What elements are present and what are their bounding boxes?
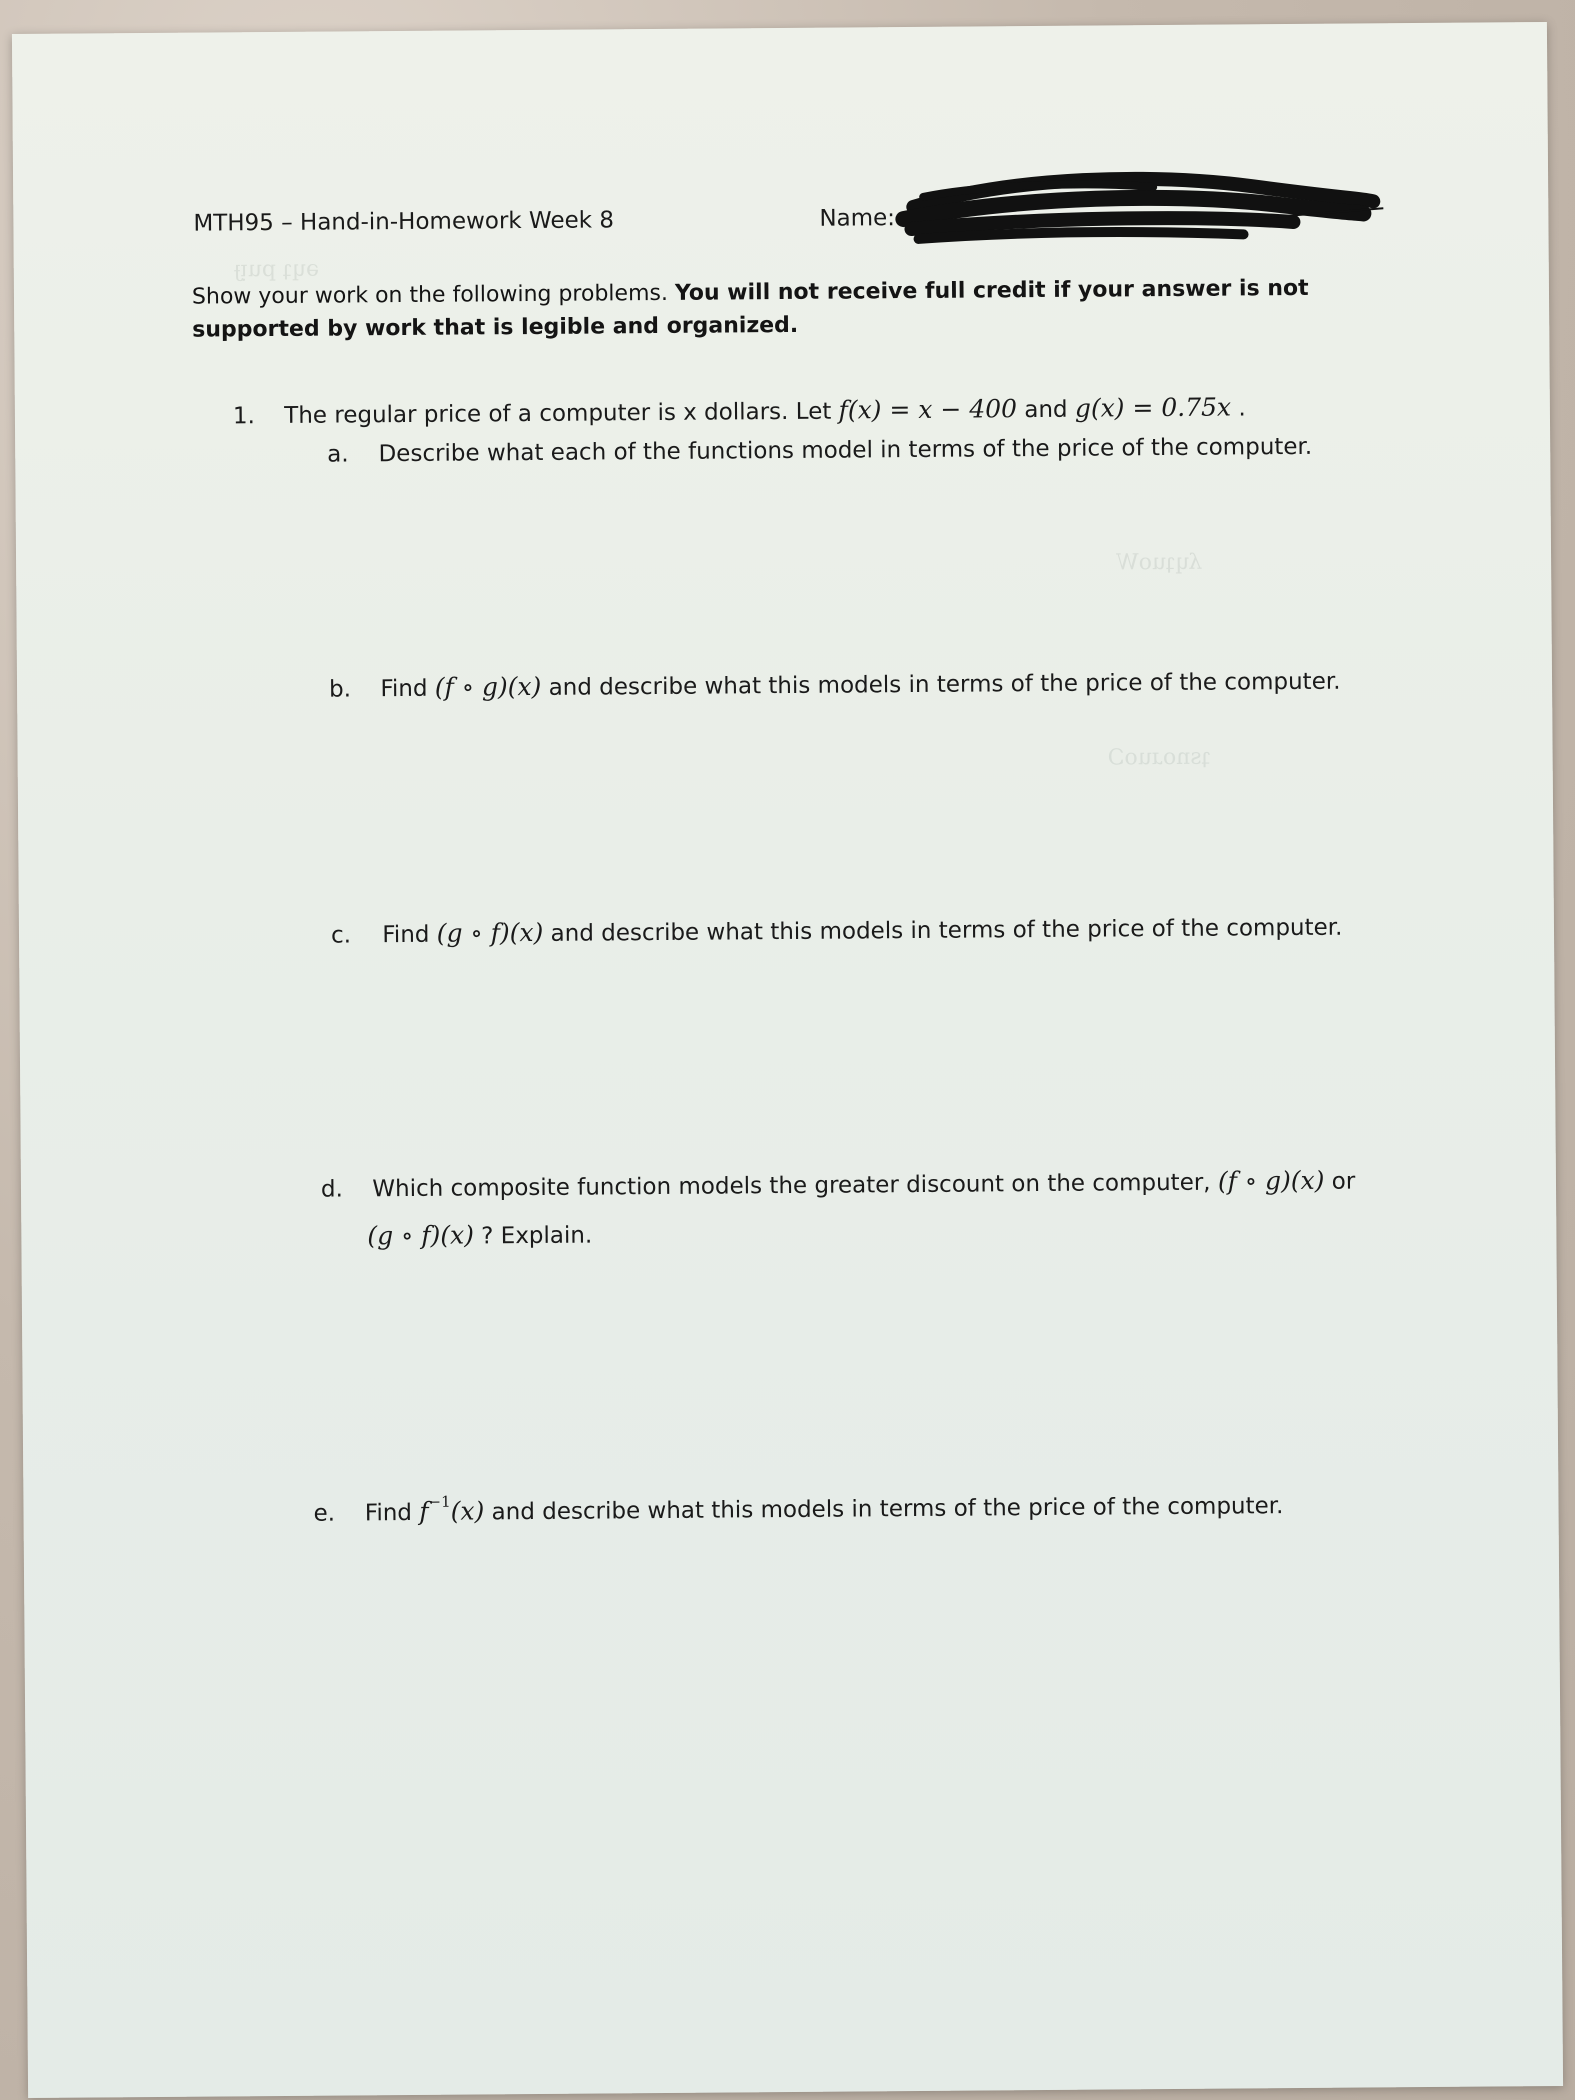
homework-title: MTH95 – Hand-in-Homework Week 8 — [193, 207, 615, 237]
part-b-expression: (f ∘ g)(x) — [434, 671, 542, 702]
function-f-definition: f(x) = x − 400 — [838, 394, 1018, 425]
part-e-text: and describe what this models in terms of the price of the computer. — [491, 1493, 1284, 1526]
part-e-letter: e. — [313, 1500, 336, 1527]
part-c-letter: c. — [330, 922, 352, 949]
bleed-through-text: ʇsnoɹuoƆ — [1107, 744, 1211, 771]
part-d-text: Which composite function models the greater discount on the computer, — [372, 1169, 1211, 1203]
function-g-definition: g(x) = 0.75x — [1074, 392, 1232, 423]
part-d-expression-2: (g ∘ f)(x) — [367, 1220, 475, 1251]
part-e — [313, 1486, 1283, 1527]
part-d-letter: d. — [320, 1176, 344, 1203]
part-e-inverse-exponent: −1 — [428, 1492, 451, 1511]
problem-1-text: The regular price of a computer is x dollars. Let — [284, 398, 832, 429]
part-a-letter: a. — [327, 441, 349, 468]
part-e-f: f — [419, 1496, 429, 1526]
part-d-expression-1: (f ∘ g)(x) — [1217, 1165, 1325, 1196]
part-c — [331, 912, 1343, 949]
part-d-line-2 — [367, 1220, 592, 1251]
part-d-or: or — [1331, 1168, 1356, 1195]
part-a-text: Describe what each of the functions model in terms of the price of the computer. — [378, 433, 1313, 468]
part-e-arg: (x) — [450, 1496, 485, 1526]
part-b-letter: b. — [328, 676, 352, 703]
part-c-text: and describe what this models in terms of the price of the computer. — [550, 914, 1343, 947]
homework-sheet — [12, 22, 1563, 2098]
part-b — [329, 666, 1341, 703]
problem-1-end: . — [1238, 395, 1246, 422]
name-redaction-scribble — [893, 163, 1394, 257]
instructions-text: Show your work on the following problems. — [191, 280, 675, 310]
bleed-through-text: ǝɥʇ puᴉɟ — [233, 256, 320, 283]
part-b-text: and describe what this models in terms of the price of the computer. — [548, 668, 1341, 701]
part-d — [321, 1166, 1355, 1203]
part-d-end: ? Explain. — [481, 1222, 593, 1250]
part-e-find: Find — [364, 1499, 413, 1527]
instructions-warning: You will not receive full credit if your answer is not supported by work that is legible and organized. — [192, 275, 1309, 343]
problem-1 — [233, 392, 1246, 429]
part-b-find: Find — [380, 675, 428, 703]
name-label: Name: — [819, 205, 896, 232]
instructions — [192, 272, 1312, 347]
part-e-expression — [419, 1492, 485, 1526]
part-a — [327, 434, 1312, 468]
part-c-expression: (g ∘ f)(x) — [436, 917, 544, 948]
part-c-find: Find — [382, 921, 430, 949]
bleed-through-text: ʎɥʇuoW — [1116, 549, 1202, 576]
problem-1-and: and — [1024, 396, 1068, 424]
problem-number: 1. — [232, 403, 255, 430]
